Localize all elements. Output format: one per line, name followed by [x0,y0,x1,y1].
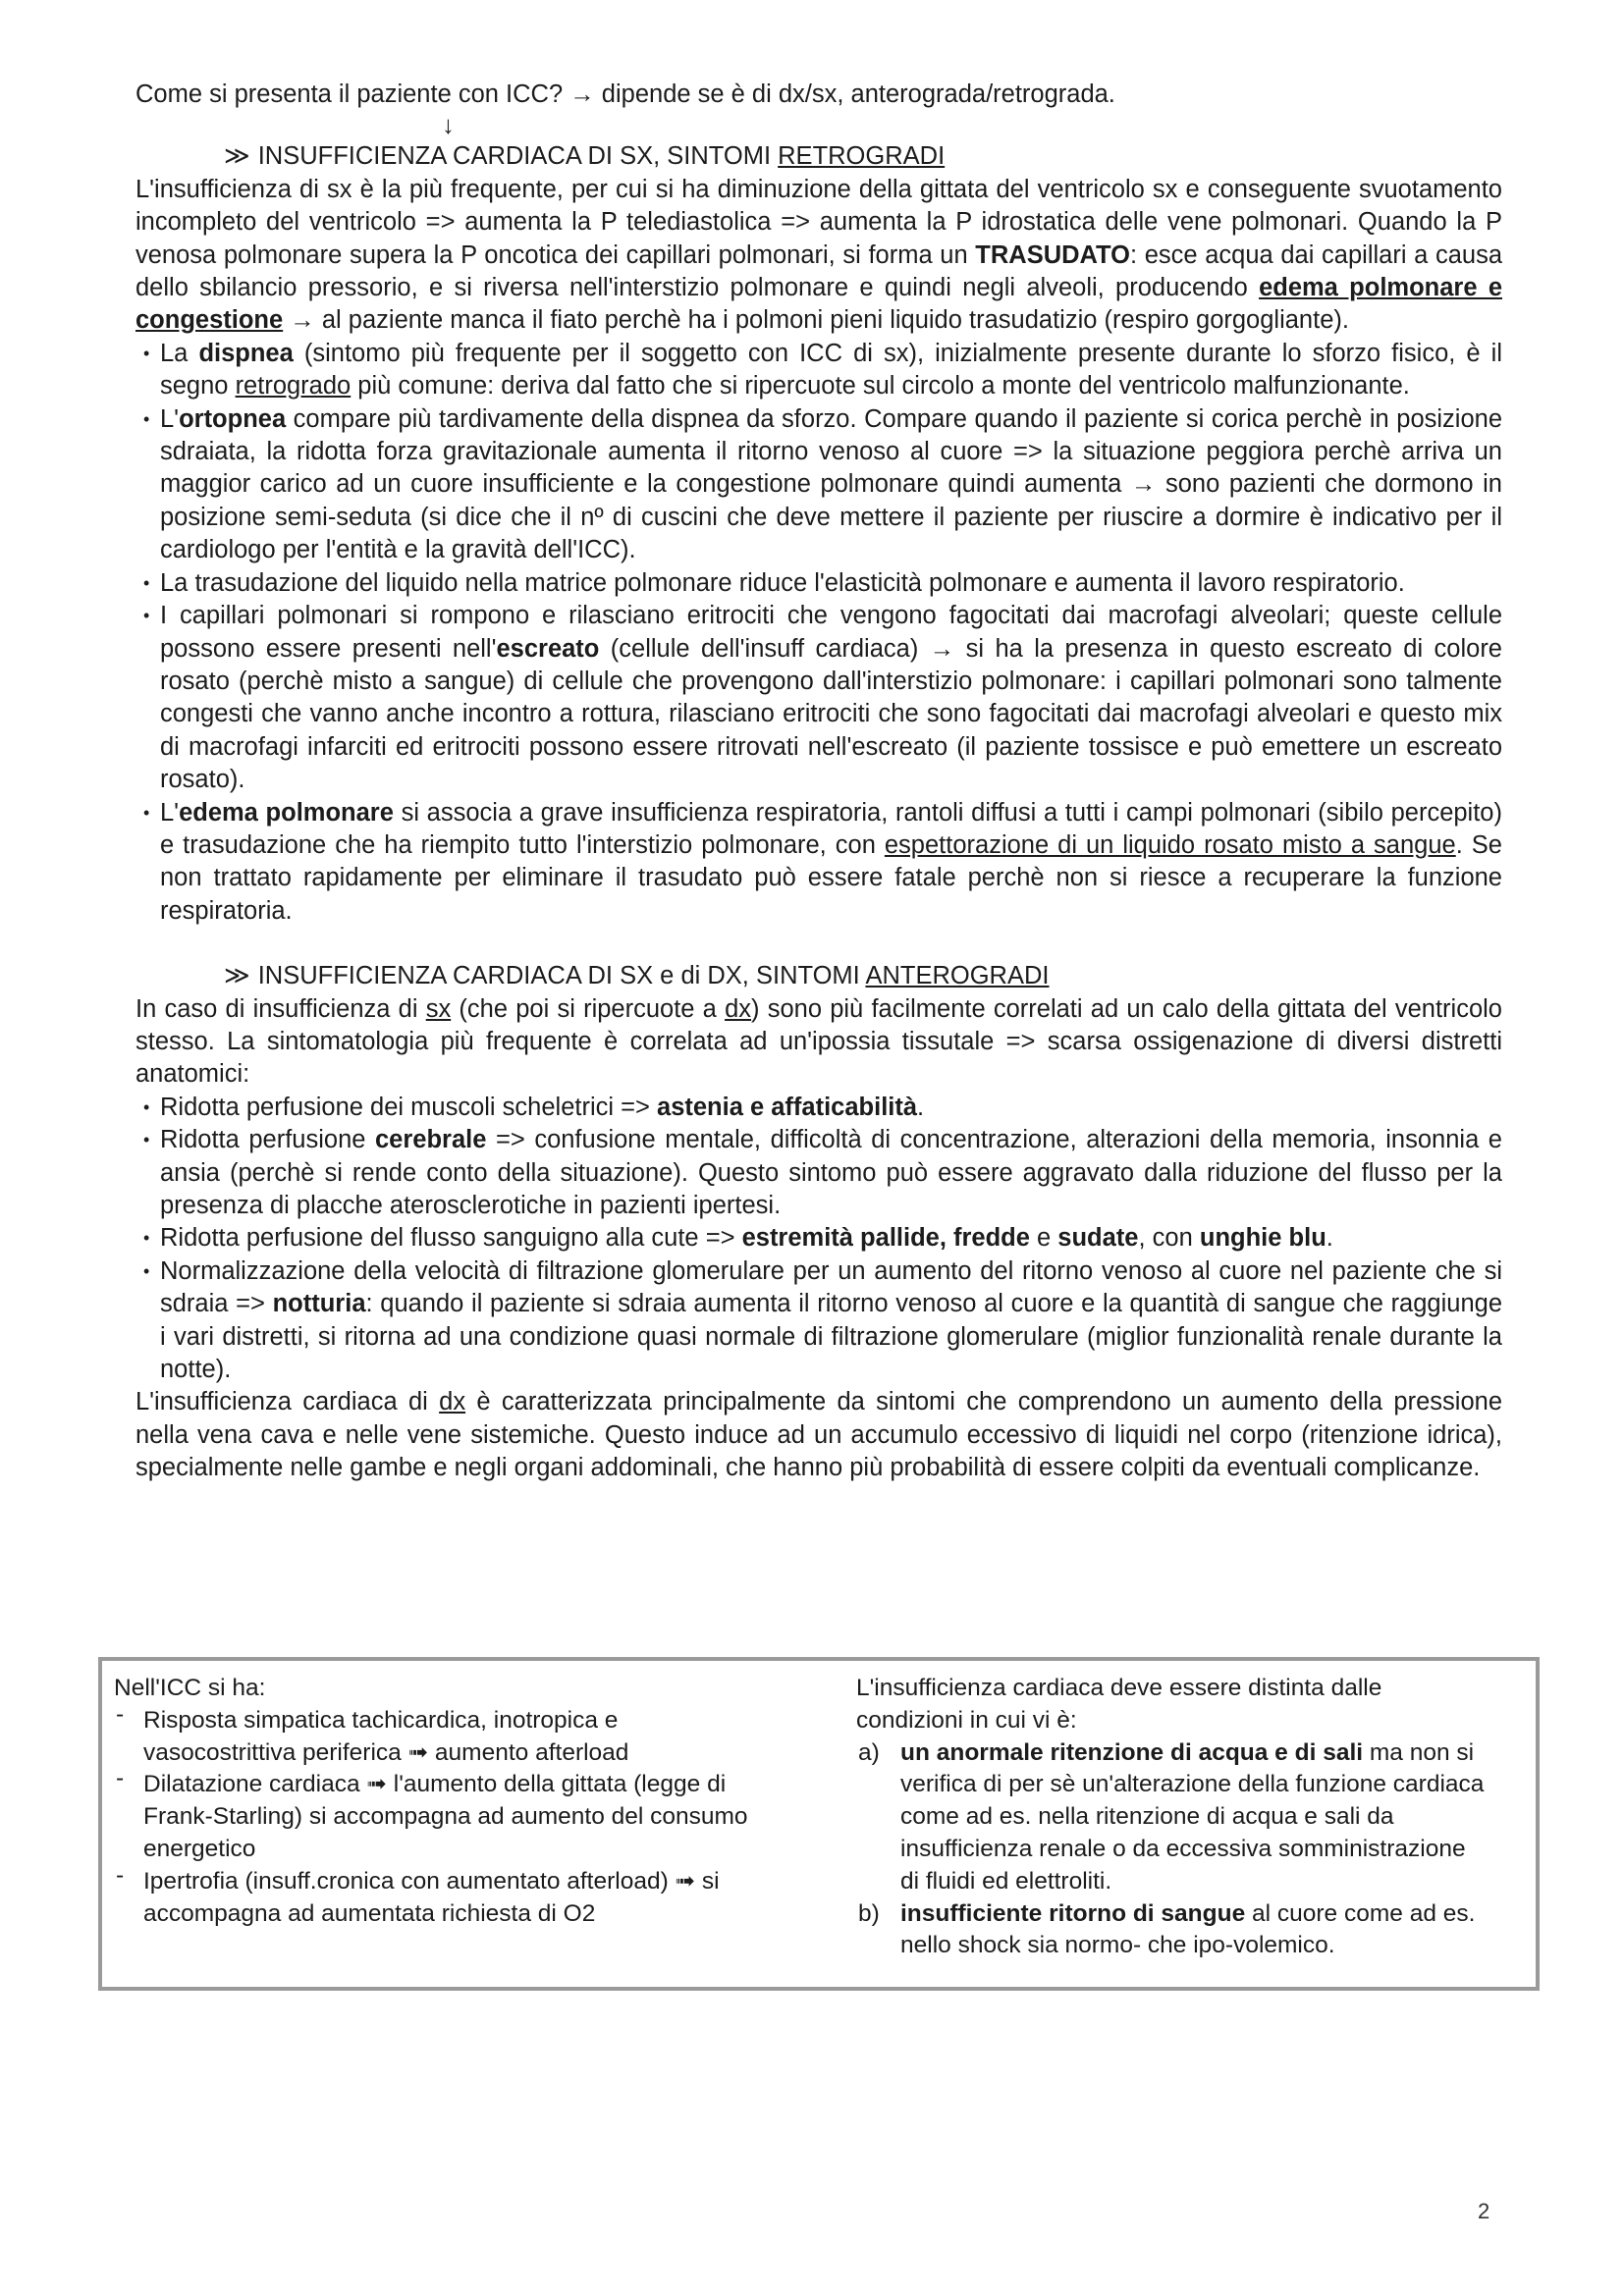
list-item [856,1898,1485,1963]
summary-left-column [114,1673,762,1930]
text: , con [1138,1224,1200,1253]
intro-question: Come si presenta il paziente con ICC? → dipende se è di dx/sx, anterograda/retrograda. [135,80,1115,108]
bullet-icon: • [143,1096,150,1117]
list-item [856,1737,1485,1898]
text: I capillari polmonari si rompono e rilasciano eritrociti che vengono fagocitati dai macrofagi alveolari; queste cellule possono essere presenti nell' [160,602,1502,663]
text: Ridotta perfusione [160,1126,375,1154]
heading-underlined: RETROGRADI [778,142,946,171]
section-spacer [135,928,1502,960]
section-heading-retrograde [135,140,1502,173]
text: più comune: deriva dal fatto che si ripercuote sul circolo a monte del ventricolo malfunzionante. [351,372,1410,400]
bold-text: cerebrale [375,1126,487,1154]
text: L'insufficienza di sx è la più frequente, per cui si ha diminuzione della gittata del ventricolo sx e conseguente svuotamento incompleto del ventricolo => aumenta la P telediastolica => aumenta la P idrostatica delle vene polmonari. Quando la P venosa polmonare supera la P oncotica dei capillari polmonari, si forma un [135,175,1502,269]
bold-text: astenia e affaticabilità [657,1093,918,1121]
bold-text: notturia [272,1290,366,1318]
list-marker: a) [858,1738,880,1766]
text: In caso di insufficienza di [135,994,426,1023]
text: → al paziente manca il fiato perchè ha i polmoni pieni liquido trasudatizio (respiro gorgogliante). [283,306,1349,335]
bullet-icon: • [143,606,150,626]
paragraph-dx-insufficiency [135,1386,1502,1484]
text: : esce acqua dai capillari a causa dello sbilancio pressorio, e si riversa nell'interstizio polmonare e quindi negli alveoli, producendo [135,240,1503,302]
main-content [135,79,1502,1485]
section-heading-anterograde [135,960,1502,992]
bullet-icon: • [143,343,150,363]
text: si associa a grave insufficienza respiratoria, rantoli diffusi a tutti i campi polmonari (sibilo percepito) e trasudazione che ha riempito tutto l'interstizio polmonare, con [160,798,1502,859]
underlined-text: dx [439,1388,466,1416]
bullet-icon: • [143,1228,150,1249]
text: . Se non trattato rapidamente per eliminare il trasudato può essere fatale perchè non si riesce a recuperare la funzione respiratoria. [160,830,1502,925]
underlined-text: espettorazione di un liquido rosato misto a sangue [884,830,1456,859]
bold-text: unghie blu [1199,1224,1326,1253]
heading-underlined: ANTEROGRADI [865,962,1050,990]
bullet-icon: • [143,1130,150,1150]
list-item [114,1861,762,1931]
text: (cellule dell'insuff cardiaca) → si ha la presenza in questo escreato di colore rosato (perchè misto a sangue) di cellule che provengono dall'interstizio polmonare: i capillari polmonari sono talmente congesti che vanno anche incontro a rottura, rilasciano eritrociti che sono fagocitati dai macrofagi alveolari e questo mix di macrofagi infarciti ed eritrociti possono essere ritrovati nell'escreato (il paziente tossisce e può emettere un escreato rosato). [160,634,1502,794]
dash-icon: - [116,1700,125,1728]
text: : quando il paziente si sdraia aumenta il ritorno venoso al cuore e la quantità di sangue che raggiunge i vari distretti, si ritorna ad una condizione quasi normale di filtrazione glomerulare (miglior funzionalità renale durante la notte). [160,1290,1502,1384]
list-item [135,567,1502,600]
distinction-list [856,1737,1485,1963]
bold-text: estremità pallide, fredde [741,1224,1030,1253]
text: La [160,339,199,367]
list-item [135,797,1502,929]
text: Risposta simpatica tachicardica, inotropica e vasocostrittiva periferica ➟ aumento afterload [143,1706,629,1766]
chevron-icon: ≫ [224,142,250,171]
text: L' [160,404,180,433]
paragraph-sx-insufficiency [135,174,1502,338]
text: => confusione mentale, difficoltà di concentrazione, alterazioni della memoria, insonnia e ansia (perchè si rende conto della situazione). Questo sintomo può essere aggravato dalla riduzione del flusso per la presenza di placche aterosclerotiche in pazienti ipertesi. [160,1126,1502,1219]
text: Ridotta perfusione dei muscoli scheletrici => [160,1093,658,1121]
icc-response-list [114,1700,762,1931]
bold-underlined-text: edema polmonare e congestione [135,274,1502,335]
heading-text: INSUFFICIENZA CARDIACA DI SX, SINTOMI [257,142,779,171]
text: . [1326,1224,1333,1253]
chevron-icon: ≫ [224,962,250,990]
list-item [135,1222,1502,1255]
list-item [135,1255,1502,1387]
text: L' [160,798,180,827]
box-right-title: L'insufficienza cardiaca deve essere distinta dalle condizioni in cui vi è: [856,1675,1382,1734]
bold-text: sudate [1057,1224,1139,1253]
bold-text: ortopnea [179,404,287,433]
list-marker: b) [858,1899,880,1927]
summary-box [98,1657,1540,1991]
page-number: 2 [1478,2199,1490,2223]
bold-text: escreato [496,634,600,663]
text: Dilatazione cardiaca ➟ l'aumento della gittata (legge di Frank-Starling) si accompagna ad aumento del consumo energetico [143,1771,748,1862]
list-item [114,1765,762,1865]
heading-text: INSUFFICIENZA CARDIACA DI SX e di DX, SINTOMI [257,962,866,990]
bold-text: insufficiente ritorno di sangue [900,1899,1246,1927]
text: Ridotta perfusione del flusso sanguigno alla cute => [160,1224,742,1253]
text: L'insufficienza cardiaca di [135,1388,440,1416]
down-arrow-icon: ↓ [442,112,455,140]
summary-right-column [856,1673,1485,1962]
list-item [135,1092,1502,1124]
text: e [1029,1224,1058,1253]
bullet-icon: • [143,572,150,593]
list-item [135,338,1502,403]
paragraph-anterograde-intro [135,993,1502,1092]
retrograde-symptom-list [135,338,1502,928]
text: al cuore come ad es. nello shock sia normo- che ipo-volemico. [900,1899,1476,1959]
dash-icon: - [116,1861,125,1889]
anterograde-symptom-list [135,1092,1502,1387]
list-item [135,403,1502,567]
text: ) sono più facilmente correlati ad un calo della gittata del ventricolo stesso. La sintomatologia più frequente è correlata ad un'ipossia tissutale => scarsa ossigenazione di diversi distretti anatomici: [135,994,1502,1089]
list-item [135,600,1502,796]
text: Normalizzazione della velocità di filtrazione glomerulare per un aumento del ritorno venoso al cuore nel paziente che si sdraia => [160,1256,1502,1318]
text: è caratterizzata principalmente da sintomi che comprendono un aumento della pressione nella vena cava e nelle vene sistemiche. Questo induce ad un accumulo eccessivo di liquidi nel corpo (ritenzione idrica), specialmente nelle gambe e negli organi addominali, che hanno più probabilità di essere colpiti da eventuali complicanze. [135,1388,1502,1482]
bullet-icon: • [143,1260,150,1281]
text: La trasudazione del liquido nella matrice polmonare riduce l'elasticità polmonare e aumenta il lavoro respiratorio. [160,568,1405,597]
bullet-icon: • [143,802,150,823]
bold-text: TRASUDATO [975,240,1131,269]
list-item [135,1124,1502,1222]
underlined-text: dx [725,994,752,1023]
bold-text: dispnea [198,339,294,367]
text: Ipertrofia (insuff.cronica con aumentato afterload) ➟ si accompagna ad aumentata richiesta di O2 [143,1867,720,1927]
text: compare più tardivamente della dispnea da sforzo. Compare quando il paziente si corica perchè in posizione sdraiata, la ridotta forza gravitazionale aumenta il ritorno venoso al cuore => la situazione peggiora perchè arriva un maggior carico ad un cuore insufficiente e la congestione polmonare quindi aumenta → sono pazienti che dormono in posizione semi-seduta (si dice che il nº di cuscini che deve mettere il paziente per riuscire a dormire è indicativo per il cardiologo per l'entità e la gravità dell'ICC). [160,404,1502,564]
box-left-title: Nell'ICC si ha: [114,1675,266,1701]
underlined-text: retrogrado [235,372,352,400]
bold-text: edema polmonare [179,798,394,827]
text: (che poi si ripercuote a [451,994,726,1023]
text: (sintomo più frequente per il soggetto con ICC di sx), inizialmente presente durante lo sforzo fisico, è il segno [160,339,1502,400]
bullet-icon: • [143,408,150,429]
list-item [114,1700,762,1770]
dash-icon: - [116,1765,125,1792]
text: ma non si verifica di per sè un'alterazione della funzione cardiaca come ad es. nella ritenzione di acqua e sali da insufficienza renale o da eccessiva somministrazione di fluidi ed elettroliti. [900,1738,1485,1895]
text: . [917,1093,925,1121]
bold-text: un anormale ritenzione di acqua e di sali [900,1738,1364,1766]
underlined-text: sx [425,994,452,1023]
